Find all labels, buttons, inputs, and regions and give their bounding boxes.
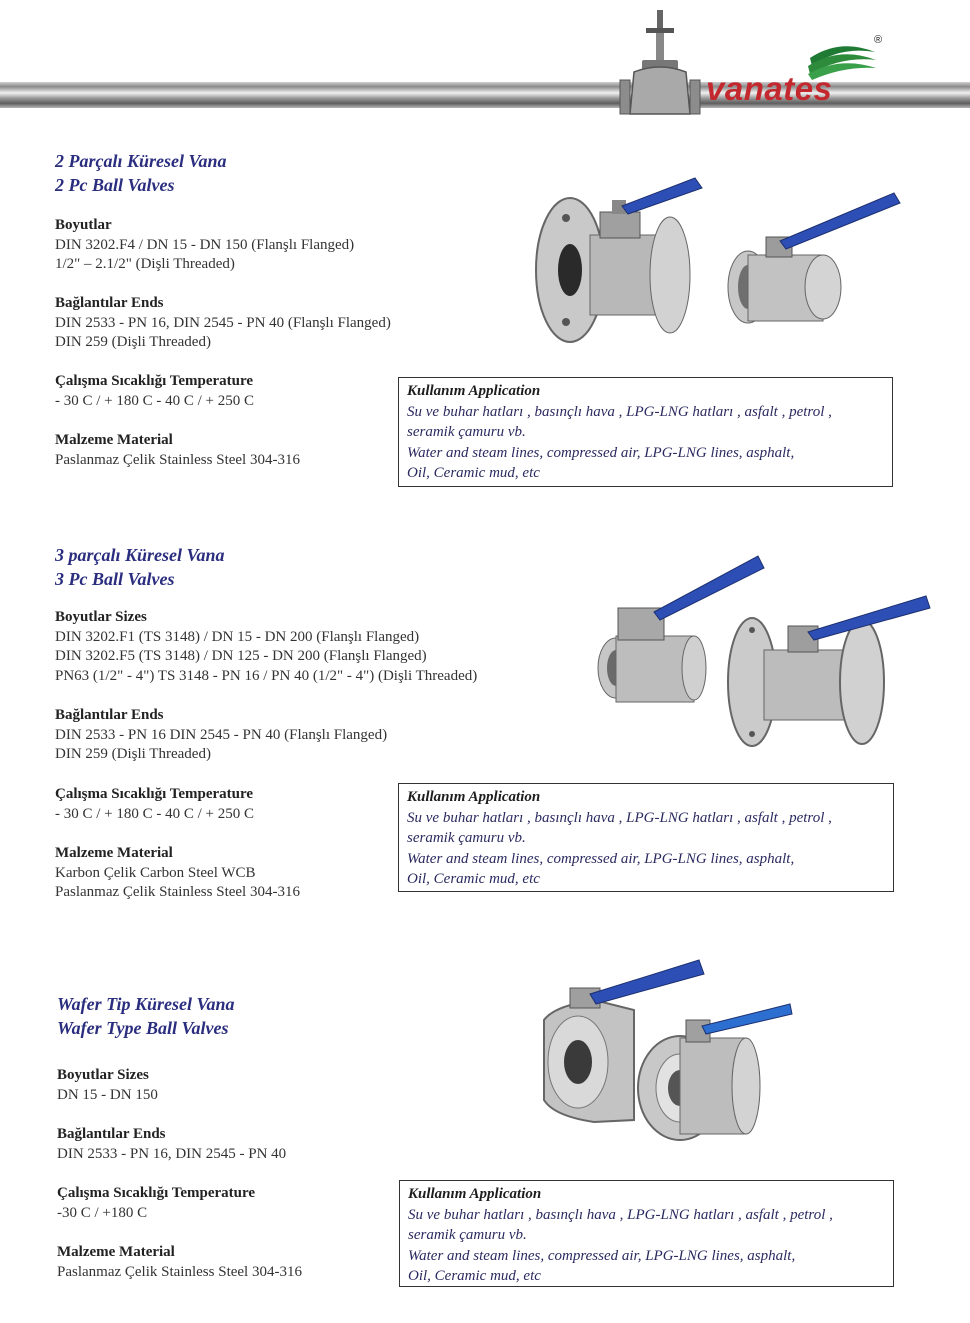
section3-sizes-label: Boyutlar Sizes: [57, 1067, 149, 1083]
section2-sizes-line3: PN63 (1/2" - 4") TS 3148 - PN 16 / PN 40 (1/2" - 4") (Dişli Threaded): [55, 667, 478, 684]
section2-application-line1: Su ve buhar hatları , basınçlı hava , LPG-LNG hatları , asfalt , petrol ,: [407, 809, 832, 826]
section3-ends-label: Bağlantılar Ends: [57, 1126, 166, 1142]
threaded-2pc-ball-valve-image: [722, 185, 902, 325]
section2-material-label: Malzeme Material: [55, 845, 173, 861]
section2-sizes-line1: DIN 3202.F1 (TS 3148) / DN 15 - DN 200 (Flanşlı Flanged): [55, 628, 420, 645]
section1-sizes-line1: DIN 3202.F4 / DN 15 - DN 150 (Flanşlı Flanged): [55, 236, 355, 253]
section1-application-line1: Su ve buhar hatları , basınçlı hava , LPG-LNG hatları , asfalt , petrol ,: [407, 403, 832, 420]
section1-temperature-label: Çalışma Sıcaklığı Temperature: [55, 373, 254, 389]
brand-logo: vanates: [706, 70, 833, 107]
section1-material-label: Malzeme Material: [55, 432, 173, 448]
section1-ends: [55, 294, 391, 353]
section3-material-line1: Paslanmaz Çelik Stainless Steel 304-316: [57, 1263, 302, 1280]
section3-sizes-line1: DN 15 - DN 150: [57, 1086, 158, 1103]
section3-title-tr: Wafer Tip Küresel Vana: [57, 994, 235, 1014]
section2-temperature: [55, 785, 254, 824]
flanged-3pc-ball-valve-image: [724, 590, 936, 750]
section1-material-line1: Paslanmaz Çelik Stainless Steel 304-316: [55, 451, 300, 468]
flanged-2pc-ball-valve-image: [530, 170, 710, 345]
section3-ends-line1: DIN 2533 - PN 16, DIN 2545 - PN 40: [57, 1145, 287, 1162]
section2-title-tr: 3 parçalı Küresel Vana: [55, 545, 225, 565]
section2-material-line2: Paslanmaz Çelik Stainless Steel 304-316: [55, 884, 300, 901]
section1-temperature-line1: - 30 C / + 180 C - 40 C / + 250 C: [55, 392, 255, 409]
section1-temperature: [55, 372, 254, 411]
section1-application-box: [398, 377, 893, 487]
section2-ends-label: Bağlantılar Ends: [55, 707, 164, 723]
section3-application-line2: seramik çamuru vb.: [408, 1227, 527, 1243]
section3-ends: [57, 1125, 286, 1164]
section3-material-label: Malzeme Material: [57, 1244, 175, 1260]
section2-sizes: [55, 608, 477, 686]
section1-application-line3: Water and steam lines, compressed air, LPG-LNG lines, asphalt,: [407, 444, 795, 461]
section3-material: [57, 1243, 302, 1282]
section2-material-line1: Karbon Çelik Carbon Steel WCB: [55, 864, 256, 881]
section1-title-tr: 2 Parçalı Küresel Vana: [55, 151, 227, 171]
section3-sizes: [57, 1066, 158, 1105]
section2-ends: [55, 706, 387, 765]
section3-application-line3: Water and steam lines, compressed air, LPG-LNG lines, asphalt,: [408, 1247, 796, 1264]
section1-sizes: [55, 216, 354, 275]
section2-material: [55, 844, 300, 903]
section2-application-line2: seramik çamuru vb.: [407, 830, 526, 846]
section1-ends-line2: DIN 259 (Dişli Threaded): [55, 334, 211, 351]
section1-title-en: 2 Pc Ball Valves: [55, 175, 175, 195]
section1-material: [55, 431, 300, 470]
section1-application-line4: Oil, Ceramic mud, etc: [407, 465, 540, 481]
section1-sizes-label: Boyutlar: [55, 217, 112, 233]
section2-application-line4: Oil, Ceramic mud, etc: [407, 871, 540, 887]
section2-title-en: 3 Pc Ball Valves: [55, 569, 175, 589]
section2-application-box: [398, 783, 894, 892]
section3-application-line1: Su ve buhar hatları , basınçlı hava , LPG-LNG hatları , asfalt , petrol ,: [408, 1206, 833, 1223]
registered-mark: ®: [874, 34, 883, 46]
section2-ends-line2: DIN 259 (Dişli Threaded): [55, 746, 211, 763]
section1-ends-line1: DIN 2533 - PN 16, DIN 2545 - PN 40 (Flanşlı Flanged): [55, 314, 391, 331]
section2-temperature-line1: - 30 C / + 180 C - 40 C / + 250 C: [55, 805, 255, 822]
section2-ends-line1: DIN 2533 - PN 16 DIN 2545 - PN 40 (Flanşlı Flanged): [55, 726, 388, 743]
section2-sizes-label: Boyutlar Sizes: [55, 609, 147, 625]
section1-ends-label: Bağlantılar Ends: [55, 295, 164, 311]
section3-application-heading: Kullanım Application: [408, 1186, 542, 1202]
gate-valve-icon: [612, 10, 708, 118]
section2-sizes-line2: DIN 3202.F5 (TS 3148) / DN 125 - DN 200 (Flanşlı Flanged): [55, 648, 427, 665]
section2-application-line3: Water and steam lines, compressed air, LPG-LNG lines, asphalt,: [407, 850, 795, 867]
section2-temperature-label: Çalışma Sıcaklığı Temperature: [55, 786, 254, 802]
section1-application-heading: Kullanım Application: [407, 383, 541, 399]
section2-application-heading: Kullanım Application: [407, 789, 541, 805]
section1-application-line2: seramik çamuru vb.: [407, 424, 526, 440]
section1-sizes-line2: 1/2" – 2.1/2" (Dişli Threaded): [55, 256, 235, 273]
section3-application-box: [399, 1180, 894, 1287]
wafer-ball-valve-side-image: [634, 998, 794, 1143]
section3-temperature-line1: -30 C / +180 C: [57, 1204, 148, 1221]
section3-temperature-label: Çalışma Sıcaklığı Temperature: [57, 1185, 256, 1201]
section3-application-line4: Oil, Ceramic mud, etc: [408, 1268, 541, 1284]
section3-temperature: [57, 1184, 255, 1223]
section3-title-en: Wafer Type Ball Valves: [57, 1018, 229, 1038]
